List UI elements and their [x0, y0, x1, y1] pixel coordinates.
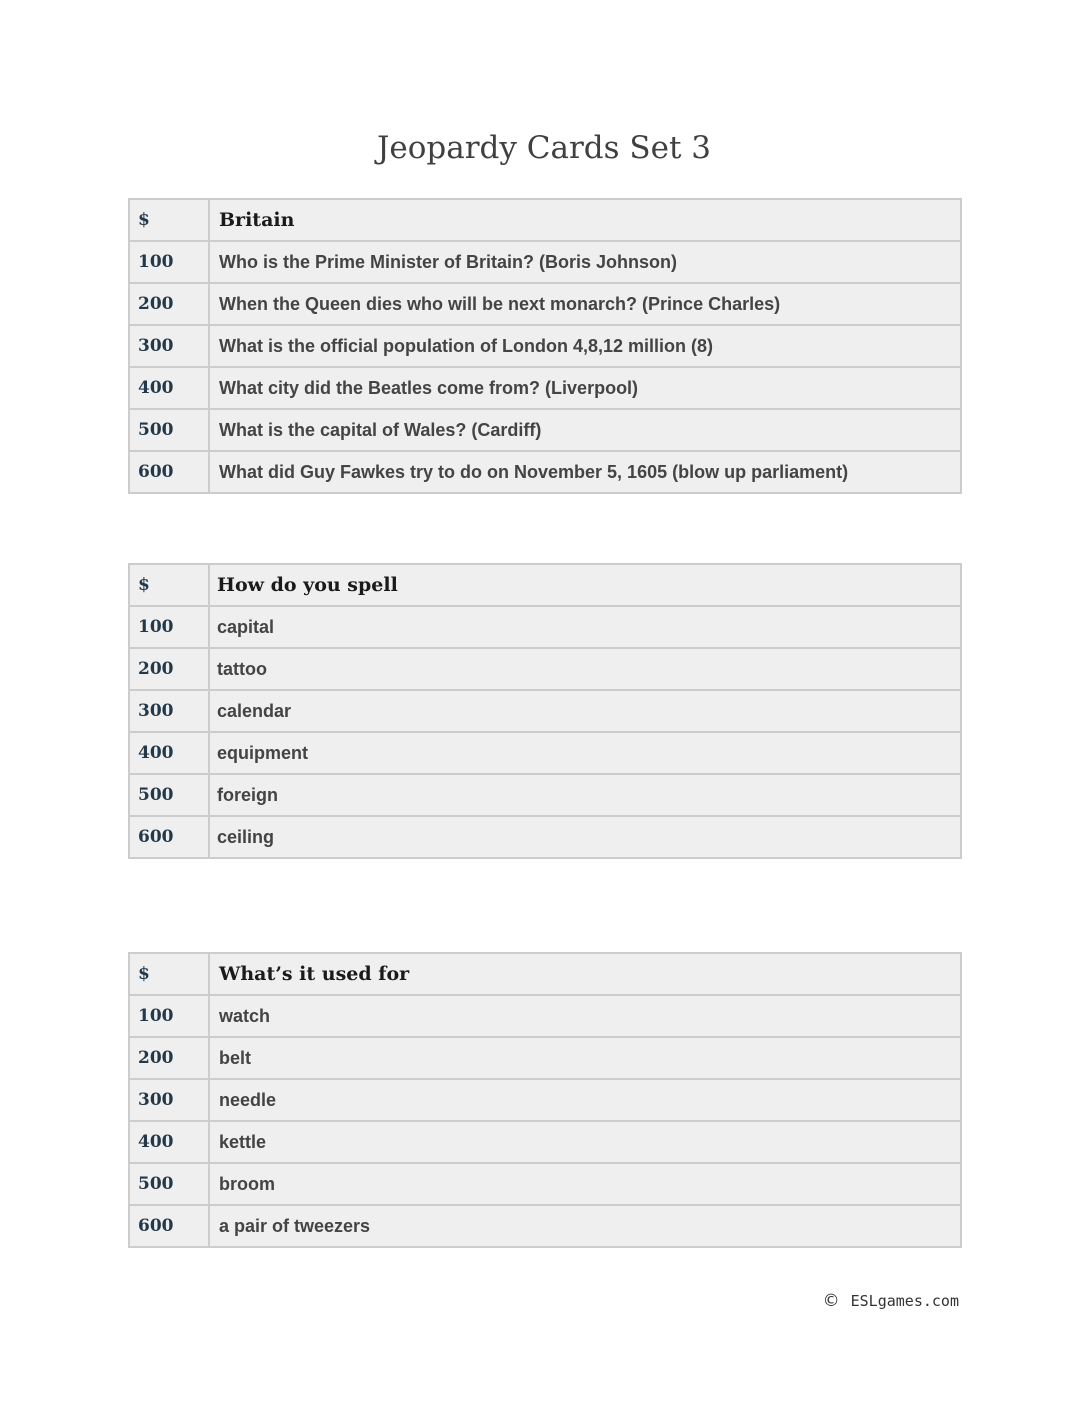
amount-cell: 300: [129, 1079, 209, 1121]
category-title: Britain: [209, 199, 961, 241]
jeopardy-table-britain: [128, 198, 962, 494]
amount-header: $: [129, 953, 209, 995]
question-cell: watch: [209, 995, 961, 1037]
table-row: [129, 1205, 961, 1247]
site-name: ESLgames.com: [850, 1292, 959, 1310]
amount-cell: 200: [129, 648, 209, 690]
jeopardy-table-used-for: [128, 952, 962, 1248]
amount-cell: 500: [129, 774, 209, 816]
question-cell: What is the capital of Wales? (Cardiff): [209, 409, 961, 451]
amount-cell: 600: [129, 451, 209, 493]
amount-cell: 500: [129, 409, 209, 451]
table-row: [129, 1163, 961, 1205]
copyright-footer: [823, 1290, 959, 1312]
amount-cell: 100: [129, 606, 209, 648]
table-row: [129, 1079, 961, 1121]
amount-cell: 600: [129, 816, 209, 858]
category-title: How do you spell: [209, 564, 961, 606]
question-cell: a pair of tweezers: [209, 1205, 961, 1247]
question-cell: calendar: [209, 690, 961, 732]
table-row: [129, 367, 961, 409]
table-row: [129, 648, 961, 690]
table-row: [129, 451, 961, 493]
table-row: [129, 816, 961, 858]
table-row: [129, 1037, 961, 1079]
amount-header: $: [129, 199, 209, 241]
amount-cell: 400: [129, 1121, 209, 1163]
question-cell: needle: [209, 1079, 961, 1121]
question-cell: kettle: [209, 1121, 961, 1163]
question-cell: belt: [209, 1037, 961, 1079]
question-cell: When the Queen dies who will be next monarch? (Prince Charles): [209, 283, 961, 325]
amount-cell: 400: [129, 732, 209, 774]
question-cell: tattoo: [209, 648, 961, 690]
amount-header: $: [129, 564, 209, 606]
copyright-icon: ©: [822, 1291, 840, 1311]
question-cell: What is the official population of London 4,8,12 million (8): [209, 325, 961, 367]
question-cell: capital: [209, 606, 961, 648]
amount-cell: 600: [129, 1205, 209, 1247]
amount-cell: 400: [129, 367, 209, 409]
table-row: [129, 1121, 961, 1163]
amount-cell: 300: [129, 690, 209, 732]
table-row: [129, 690, 961, 732]
amount-cell: 200: [129, 1037, 209, 1079]
table-row: [129, 241, 961, 283]
question-cell: Who is the Prime Minister of Britain? (Boris Johnson): [209, 241, 961, 283]
amount-cell: 500: [129, 1163, 209, 1205]
jeopardy-table-spelling: [128, 563, 962, 859]
question-cell: broom: [209, 1163, 961, 1205]
table-row: [129, 283, 961, 325]
question-cell: foreign: [209, 774, 961, 816]
question-cell: ceiling: [209, 816, 961, 858]
table-row: [129, 995, 961, 1037]
question-cell: equipment: [209, 732, 961, 774]
table-row: [129, 409, 961, 451]
amount-cell: 100: [129, 241, 209, 283]
table-header-row: [129, 199, 961, 241]
table-header-row: [129, 564, 961, 606]
page-title: Jeopardy Cards Set 3: [376, 130, 712, 166]
question-cell: What did Guy Fawkes try to do on November 5, 1605 (blow up parliament): [209, 451, 961, 493]
amount-cell: 200: [129, 283, 209, 325]
amount-cell: 100: [129, 995, 209, 1037]
table-header-row: [129, 953, 961, 995]
table-row: [129, 325, 961, 367]
table-row: [129, 774, 961, 816]
table-row: [129, 606, 961, 648]
category-title: What’s it used for: [209, 953, 961, 995]
question-cell: What city did the Beatles come from? (Liverpool): [209, 367, 961, 409]
amount-cell: 300: [129, 325, 209, 367]
table-row: [129, 732, 961, 774]
